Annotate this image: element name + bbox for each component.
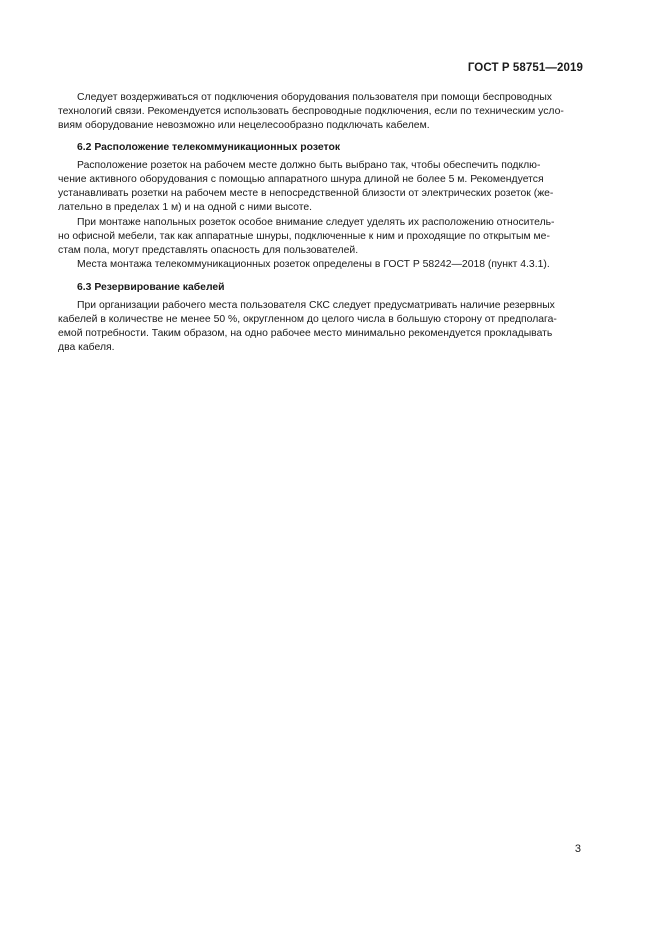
text-line: Расположение розеток на рабочем месте должно быть выбрано так, чтобы обеспечить подклю- xyxy=(77,160,541,171)
section-heading: 6.2 Расположение телекоммуникационных розеток xyxy=(77,142,341,153)
text-line: стам пола, могут представлять опасность для пользователей. xyxy=(58,245,359,256)
text-line: емой потребности. Таким образом, на одно рабочее место минимально рекомендуется прокладывать xyxy=(58,328,553,339)
text-line: устанавливать розетки на рабочем месте в непосредственной близости от электрических розеток (же- xyxy=(58,188,554,199)
text-line: чение активного оборудования с помощью аппаратного шнура длиной не более 5 м. Рекомендуется xyxy=(58,174,544,185)
text-line: технологий связи. Рекомендуется использовать беспроводные подключения, если по техническим усло- xyxy=(58,106,564,117)
page-number: 3 xyxy=(574,843,581,855)
text-line: кабелей в количестве не менее 50 %, округленном до целого числа в большую сторону от предполага- xyxy=(58,314,557,325)
text-line: лательно в пределах 1 м) и на одной с ними высоте. xyxy=(58,202,313,213)
text-line: Следует воздерживаться от подключения оборудования пользователя при помощи беспроводных xyxy=(77,92,552,103)
text-line: два кабеля. xyxy=(58,342,115,353)
text-line: Места монтажа телекоммуникационных розеток определены в ГОСТ Р 58242—2018 (пункт 4.3.1). xyxy=(77,259,550,270)
document-number-header: ГОСТ Р 58751—2019 xyxy=(467,62,583,74)
section-heading: 6.3 Резервирование кабелей xyxy=(77,282,225,293)
text-line: При монтаже напольных розеток особое внимание следует уделять их расположению относитель- xyxy=(77,217,555,228)
text-line: При организации рабочего места пользователя СКС следует предусматривать наличие резервных xyxy=(77,300,555,311)
text-line: виям оборудование невозможно или нецелесообразно подключать кабелем. xyxy=(58,120,430,131)
text-line: но офисной мебели, так как аппаратные шнуры, подключенные к ним и проходящие по открытым ме- xyxy=(58,231,550,242)
